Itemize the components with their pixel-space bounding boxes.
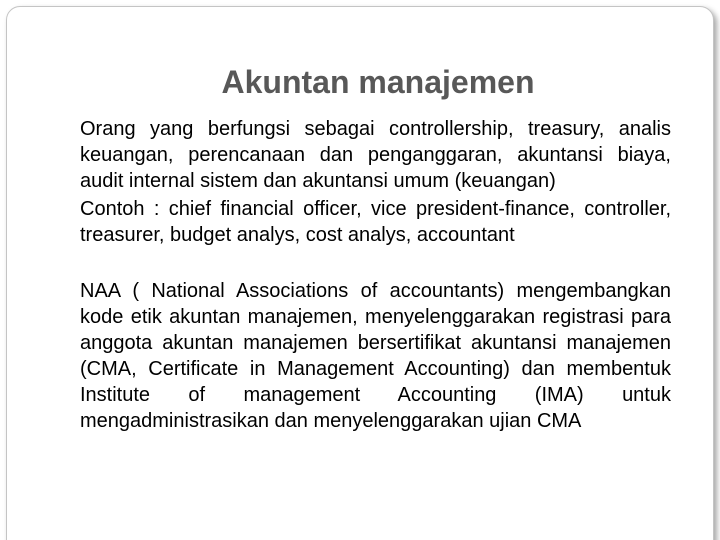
paragraph-naa: NAA ( National Associations of accountants) mengembangkan kode etik akuntan manajemen, menyelenggarakan registrasi para anggota akuntan manajemen bersertifikat akuntansi manajemen (CMA, Certificate in Management Accounting) dan membentuk Institute of management Accounting (IMA) untuk mengadministrasikan dan menyelenggarakan ujian CMA bbox=[80, 280, 671, 432]
slide-body bbox=[80, 116, 671, 434]
paragraph-definition: Orang yang berfungsi sebagai controllership, treasury, analis keuangan, perencanaan dan penganggaran, akuntansi biaya, audit internal sistem dan akuntansi umum (keuangan) bbox=[80, 118, 671, 192]
slide-title: Akuntan manajemen bbox=[221, 64, 535, 100]
paragraph-examples: Contoh : chief financial officer, vice president-finance, controller, treasurer, budget analys, cost analys, accountant bbox=[80, 198, 671, 246]
